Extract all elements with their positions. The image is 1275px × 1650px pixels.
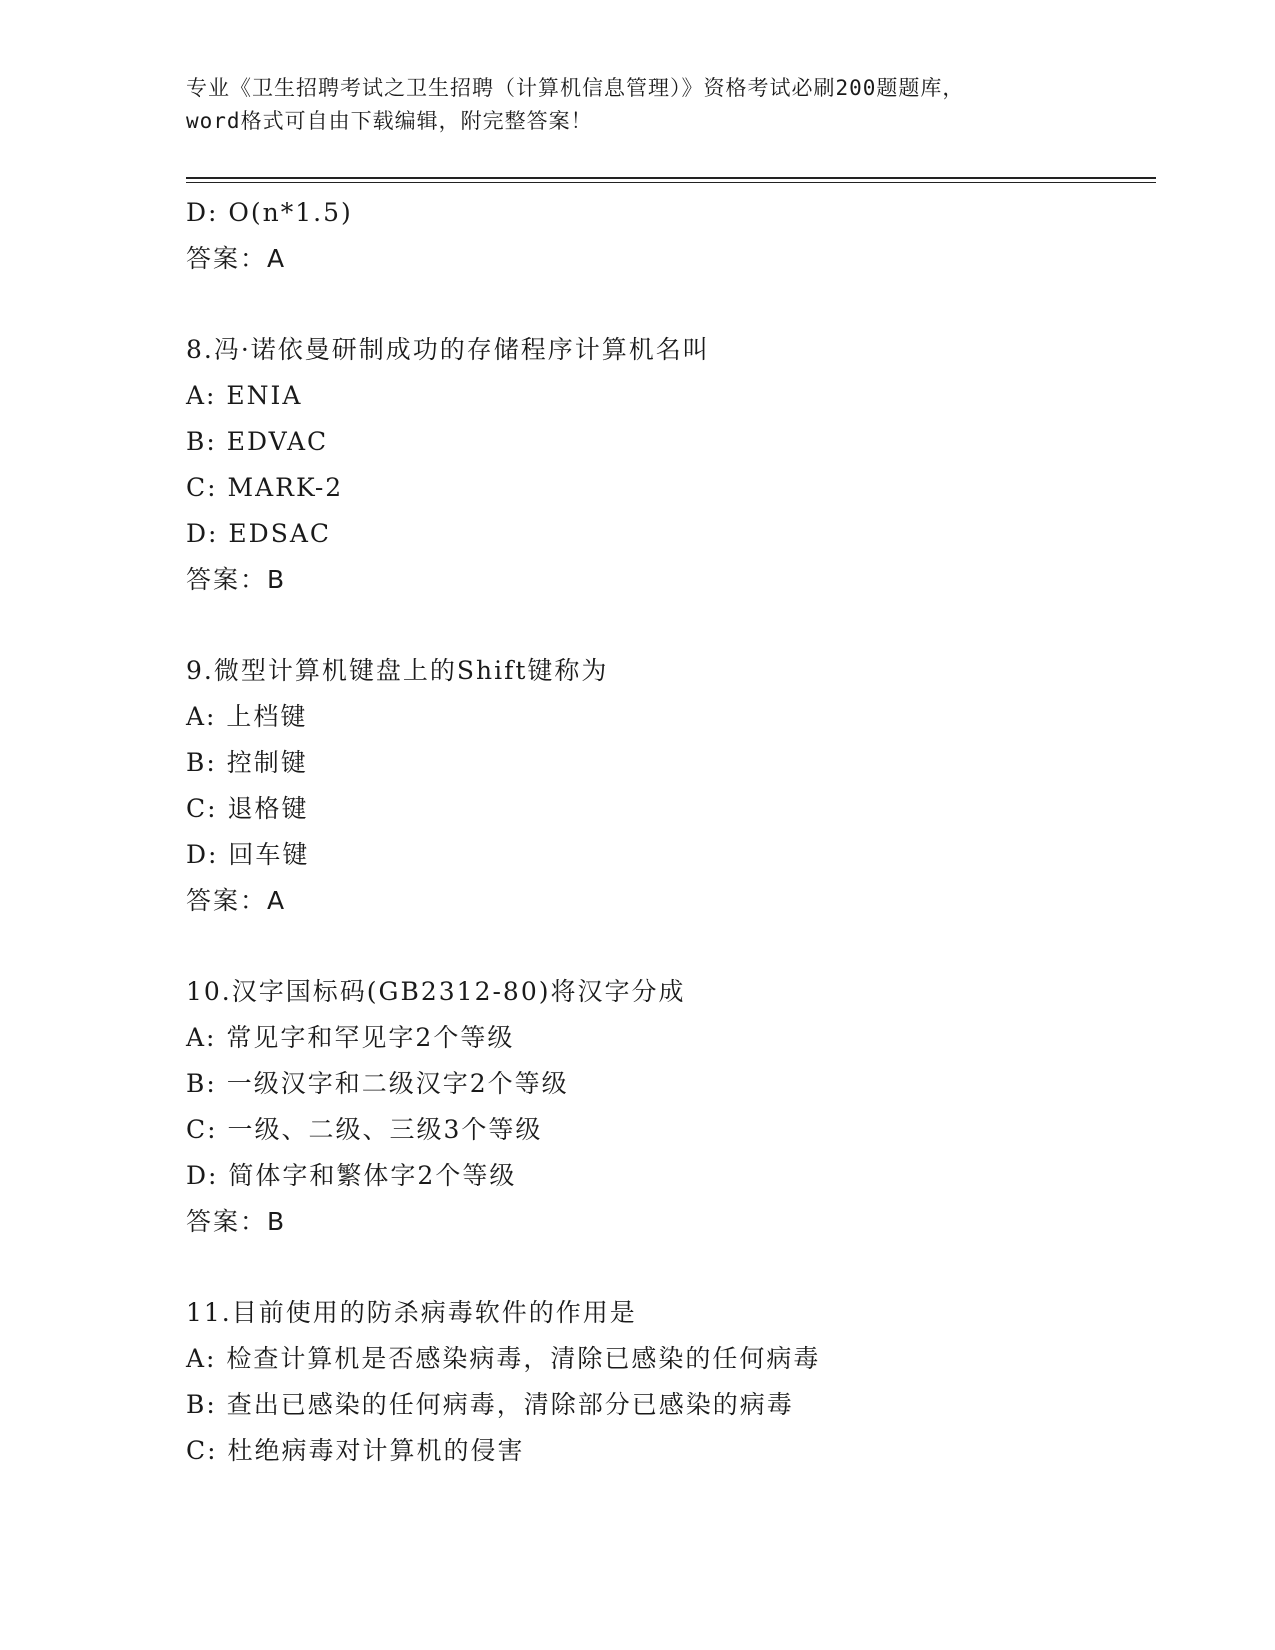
option-a: A: ENIA	[186, 381, 303, 410]
question-10	[186, 969, 1166, 1245]
spacer	[186, 282, 1166, 327]
option-c: C: 杜绝病毒对计算机的侵害	[186, 1436, 525, 1465]
header-rule-thick	[186, 177, 1156, 179]
option-c: C: 退格键	[186, 794, 309, 823]
answer: 答案：A	[186, 244, 287, 273]
question-stem: 8.冯·诺依曼研制成功的存储程序计算机名叫	[186, 335, 710, 364]
header-rule-thin	[186, 182, 1156, 183]
option-b: B: 控制键	[186, 748, 308, 777]
document-header	[186, 72, 1086, 138]
option-b: B: EDVAC	[186, 427, 329, 456]
question-11	[186, 1290, 1166, 1474]
answer: 答案：B	[186, 565, 287, 594]
question-stem: 11.目前使用的防杀病毒软件的作用是	[186, 1298, 637, 1327]
question-8	[186, 327, 1166, 603]
spacer	[186, 1245, 1166, 1290]
option-c: C: MARK-2	[186, 473, 344, 502]
header-line-2: word格式可自由下载编辑，附完整答案！	[186, 109, 593, 133]
question-list	[186, 190, 1166, 1474]
spacer	[186, 603, 1166, 648]
option-a: A: 上档键	[186, 702, 308, 731]
answer: 答案：A	[186, 886, 287, 915]
question-stem: 10.汉字国标码(GB2312-80)将汉字分成	[186, 977, 686, 1006]
option-b: B: 一级汉字和二级汉字2个等级	[186, 1069, 569, 1098]
question-9	[186, 648, 1166, 924]
spacer	[186, 924, 1166, 969]
option-a: A: 检查计算机是否感染病毒，清除已感染的任何病毒	[186, 1344, 821, 1373]
option-d: D: O(n*1.5)	[186, 198, 353, 227]
option-d: D: 简体字和繁体字2个等级	[186, 1161, 517, 1190]
header-line-1: 专业《卫生招聘考试之卫生招聘（计算机信息管理）》资格考试必刷200题题库，	[186, 76, 965, 100]
option-d: D: 回车键	[186, 840, 310, 869]
question-stem: 9.微型计算机键盘上的Shift键称为	[186, 656, 609, 685]
answer: 答案：B	[186, 1207, 287, 1236]
option-c: C: 一级、二级、三级3个等级	[186, 1115, 543, 1144]
option-b: B: 查出已感染的任何病毒，清除部分已感染的病毒	[186, 1390, 794, 1419]
option-d: D: EDSAC	[186, 519, 332, 548]
option-a: A: 常见字和罕见字2个等级	[186, 1023, 515, 1052]
